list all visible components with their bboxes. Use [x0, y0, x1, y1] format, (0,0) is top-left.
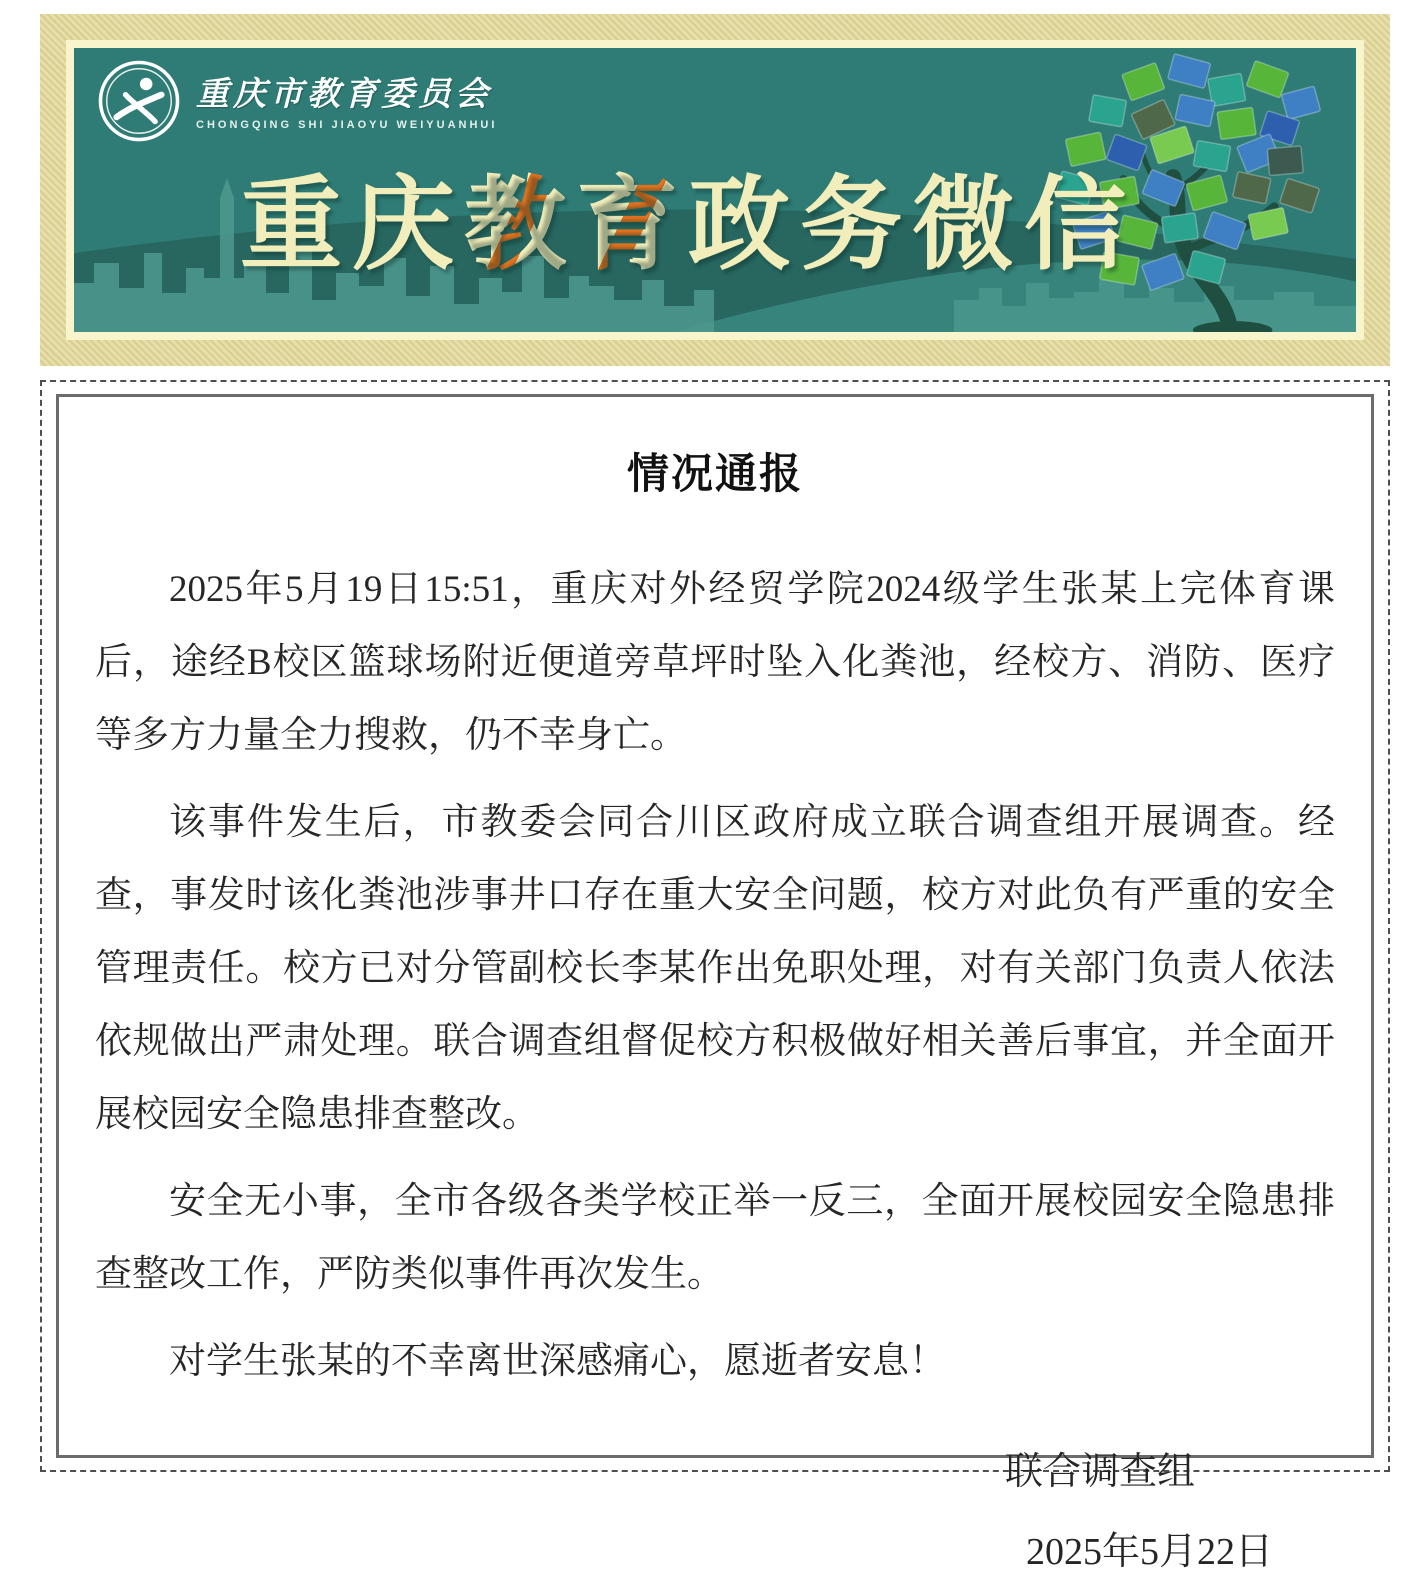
notice-paragraph-1: 2025年5月19日15:51，重庆对外经贸学院2024级学生张某上完体育课后，途经B校区篮球场附近便道旁草坪时坠入化粪池，经校方、消防、医疗等多方力量全力搜救，仍不幸身亡。	[95, 569, 1335, 756]
notice-document	[40, 380, 1390, 1573]
signature-org: 联合调查组	[1004, 1451, 1195, 1493]
chongqing-education-committee-logo-icon	[96, 58, 182, 144]
org-name: 重庆市教育委员会	[196, 77, 492, 113]
banner-title: 重庆教育政务微信	[240, 168, 1137, 282]
banner	[40, 14, 1390, 366]
notice-paragraph-3: 安全无小事，全市各级各类学校正举一反三，全面开展校园安全隐患排查整改工作，严防类似事件再次发生。	[95, 1181, 1335, 1295]
notice-title: 情况通报	[626, 452, 803, 498]
org-text-block	[196, 68, 497, 131]
signature-date: 2025年5月22日	[1025, 1531, 1273, 1573]
org-name-latin: CHONGQING SHI JIAOYU WEIYUANHUI	[196, 119, 498, 131]
banner-logo-row	[96, 58, 497, 144]
banner-canvas	[74, 48, 1356, 332]
signature-block	[95, 1436, 1335, 1588]
notice-paragraph-2: 该事件发生后，市教委会同合川区政府成立联合调查组开展调查。经查，事发时该化粪池涉事井口存在重大安全问题，校方对此负有严重的安全管理责任。校方已对分管副校长李某作出免职处理，对有关部门负责人依法依规做出严肃处理。联合调查组督促校方积极做好相关善后事宜，并全面开展校园安全隐患排查整改。	[95, 802, 1335, 1135]
notice-body	[95, 553, 1335, 1398]
notice-inner-frame	[56, 394, 1374, 1573]
notice-paragraph-4: 对学生张某的不幸离世深感痛心，愿逝者安息！	[169, 1341, 946, 1382]
banner-inner-frame	[66, 40, 1364, 340]
